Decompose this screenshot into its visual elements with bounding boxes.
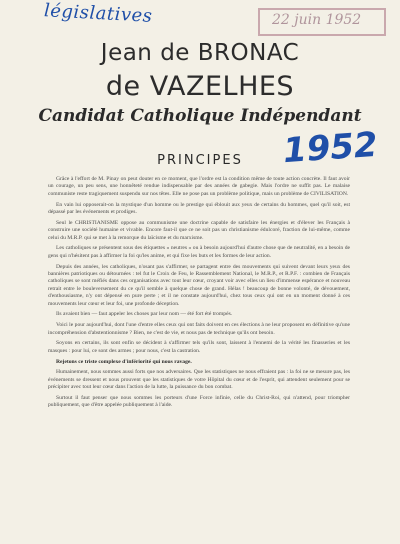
paragraph: Surtout il faut penser que nous sommes les porteurs d'une Force infinie, celle du Christ-Roi, qui n'attend, pour triompher publiquement, que d'être appelée publiquement à l'aide. <box>48 395 350 409</box>
paragraph-emphasis: Rejetons ce triste complexe d'infériorité qui nous ravage. <box>56 358 192 365</box>
handwritten-year: 1952 <box>281 124 379 172</box>
paragraph: Depuis des années, les catholiques, n'osant pas s'affirmer, se partagent entre des mouvements qui suivent devant leurs yeux des bannières patriotiques ou détournées : tel fut le Croix de Feu, le Rassemblement National, le M.R.P., et R.P.F. : combien de Français catholiques se sont méfiés dans ces organisations avec tout leur cœur, croyant voir avec elles un lieu d'immense espérance et nouveau retrait entre le bouleversement du ce qu'il semble à quelque chose de grand. Hélas ! beaucoup de bonne volonté, de dévouement, d'enthousiasme, n'y ont dépensé en pure perte ; et il ne constate aujourd'hui, chez tous ceux qui ont en un moment donné à ces mouvements leur cœur et leur foi, une profonde déception. <box>48 263 350 307</box>
handwritten-annotation: législatives <box>43 0 153 27</box>
paragraph: Seul le CHRISTIANISME oppose au communisme une doctrine capable de satisfaire les énergies et d'élever les Français à construire une société humaine et vivable. Encore faut-il que ce ne soit pas un christianisme édulcoré, fraction de lui-même, comme celui du M.R.P. qui se met à la remorque du laïcisme et du marxisme. <box>48 219 350 241</box>
handwritten-date: 22 juin 1952 <box>258 8 386 36</box>
paragraph: Voici le pour aujourd'hui, dont l'une d'entre elles ceux qui ont faits doivent en ces élections à ne leur proposent en définitive qu'une incompréhension d'abstentionnisme ? Bien, ne c'est de vie, et nous pas de technique qu'ils ont besoin. <box>48 322 350 336</box>
paragraph: En vain lui opposerait-on la mystique d'un homme ou le prestige qui éblouit aux yeux de certains du hommes, quel qu'il soit, est dépassé par les événements et prodiges. <box>48 201 350 216</box>
paragraph: Soyons en certains, ils sont enfin se décident à s'affirmer tels qu'ils sont, laissent à l'ennemi de la vérité les finasseries et les masques : pour lui, ce sont des armes ; pour nous, c'est la castration. <box>48 340 350 354</box>
paragraph: Grâce à l'effort de M. Pinay on peut douter en ce moment, que l'ordre est la condition même de toute action concrète. Il faut avoir un courage, un peu sens, une honnêteté rendue indispensable par des années de gabegie. Mais l'ordre ne suffit pas. Le malaise communiste reste tragiquement suspendu sur nos têtes. Elle ne pose pas un problème politique, mais un problème de CIVILISATION. <box>48 176 350 197</box>
body-text <box>48 176 350 413</box>
candidate-subtitle: Candidat Catholique Indépendant <box>38 106 362 126</box>
candidate-name-line-2: de VAZELHES <box>105 71 295 102</box>
section-heading: PRINCIPES <box>157 153 243 168</box>
paragraph: Ils avaient bien — faut appeler les choses par leur nom — été fort été trompés. <box>56 311 233 318</box>
paragraph: Humainement, nous sommes aussi forts que nos adversaires. Que les statistiques ne nous effraient pas : la foi ne se mesure pas, les événements se dressent et nous prouvent que les statistiques de votre Hôpital du cœur et de l'esprit, qui attendent seulement pour se précipiter avec tout leur cœur dans l'action de la lutte, la puissance du bon combat. <box>48 369 350 391</box>
paragraph: Les catholiques se présentent sous des étiquettes « neutres » ou à besoin aujourd'hui d'autre chose que de neutralité, en a besoin de gens qui n'hésitent pas à affirmer la foi qu'les anime, et qui fixe les buts et les formes de leur action. <box>48 245 350 259</box>
candidate-name-line-1: Jean de BRONAC <box>100 40 300 66</box>
